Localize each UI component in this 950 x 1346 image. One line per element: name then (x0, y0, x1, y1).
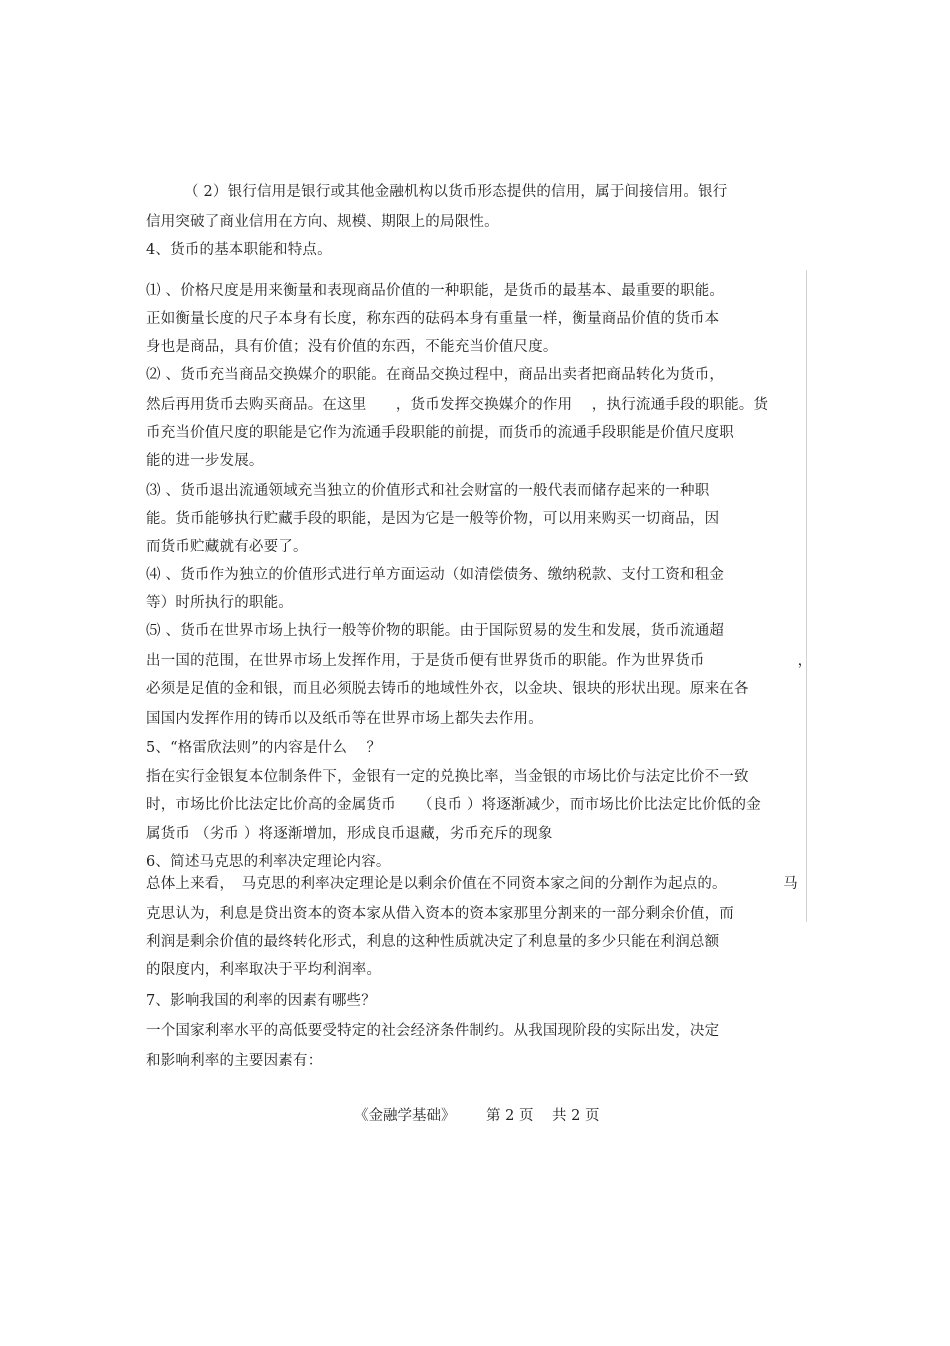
section-heading: 7、影响我国的利率的因素有哪些？ (146, 993, 376, 1009)
section-heading: 4、货币的基本职能和特点。 (146, 242, 332, 258)
text-line: 而货币贮藏就有必要了。 (146, 539, 308, 555)
text-line: 币充当价值尺度的职能是它作为流通手段职能的前提，而货币的流通手段职能是价值尺度职 (146, 425, 734, 441)
text-line: 时，市场比价比法定比价高的金属货币 （良币 ）将逐渐减少，而市场比价比法定比价低的金 (146, 797, 761, 813)
text-line: 一个国家利率水平的高低要受特定的社会经济条件制约。从我国现阶段的实际出发，决定 (146, 1023, 720, 1039)
text-line: ⑵ 、货币充当商品交换媒介的职能。在商品交换过程中，商品出卖者把商品转化为货币， (146, 367, 725, 383)
section-heading: 5、“格雷欣法则”的内容是什么 ？ (146, 740, 382, 756)
footer-page-total: 共 2 页 (552, 1108, 600, 1124)
text-line: ⑶ 、货币退出流通领域充当独立的价值形式和社会财富的一般代表而储存起来的一种职 (146, 483, 710, 499)
section-heading: 6、简述马克思的利率决定理论内容。 (146, 854, 391, 870)
text-line: ⑸ 、货币在世界市场上执行一般等价物的职能。由于国际贸易的发生和发展，货币流通超 (146, 623, 725, 639)
text-line: 总体上来看， 马克思的利率决定理论是以剩余价值在不同资本家之间的分割作为起点的。 马 (146, 876, 798, 892)
text-line: ⑷ 、货币作为独立的价值形式进行单方面运动（如清偿债务、缴纳税款、支付工资和租金 (146, 567, 725, 583)
text-line: 出一国的范围，在世界市场上发挥作用，于是货币便有世界货币的职能。作为世界货币 ， (146, 653, 813, 669)
text-line: 属货币 （劣币 ）将逐渐增加，形成良币退藏，劣币充斥的现象 (146, 826, 553, 842)
text-line: 然后再用货币去购买商品。在这里 ，货币发挥交换媒介的作用 ，执行流通手段的职能。货 (146, 397, 769, 413)
text-line: （ 2）银行信用是银行或其他金融机构以货币形态提供的信用，属于间接信用。银行 (184, 184, 728, 200)
text-line: 能的进一步发展。 (146, 453, 264, 469)
text-line: 利润是剩余价值的最终转化形式，利息的这种性质就决定了利息量的多少只能在利润总额 (146, 934, 720, 950)
footer-book-title: 《金融学基础》 (354, 1108, 456, 1124)
text-line: 的限度内，利率取决于平均利润率。 (146, 962, 382, 978)
text-line: 和影响利率的主要因素有： (146, 1053, 323, 1069)
text-line: 能。货币能够执行贮藏手段的职能，是因为它是一般等价物，可以用来购买一切商品，因 (146, 511, 720, 527)
text-line: 克思认为，利息是贷出资本的资本家从借入资本的资本家那里分割来的一部分剩余价值，而 (146, 906, 734, 922)
text-line: 指在实行金银复本位制条件下，金银有一定的兑换比率，当金银的市场比价与法定比价不一致 (146, 769, 749, 785)
text-line: 国国内发挥作用的铸币以及纸币等在世界市场上都失去作用。 (146, 711, 543, 727)
text-line: 必须是足值的金和银，而且必须脱去铸币的地域性外衣，以金块、银块的形状出现。原来在各 (146, 681, 749, 697)
text-line: 等）时所执行的职能。 (146, 595, 293, 611)
text-line: 信用突破了商业信用在方向、规模、期限上的局限性。 (146, 214, 499, 230)
text-line: 身也是商品，具有价值；没有价值的东西，不能充当价值尺度。 (146, 339, 558, 355)
text-line: ⑴ 、价格尺度是用来衡量和表现商品价值的一种职能，是货币的最基本、最重要的职能。 (146, 283, 725, 299)
footer-page-number: 第 2 页 (486, 1108, 534, 1124)
text-line: 正如衡量长度的尺子本身有长度，称东西的砝码本身有重量一样，衡量商品价值的货币本 (146, 311, 720, 327)
vertical-rule (806, 270, 807, 922)
